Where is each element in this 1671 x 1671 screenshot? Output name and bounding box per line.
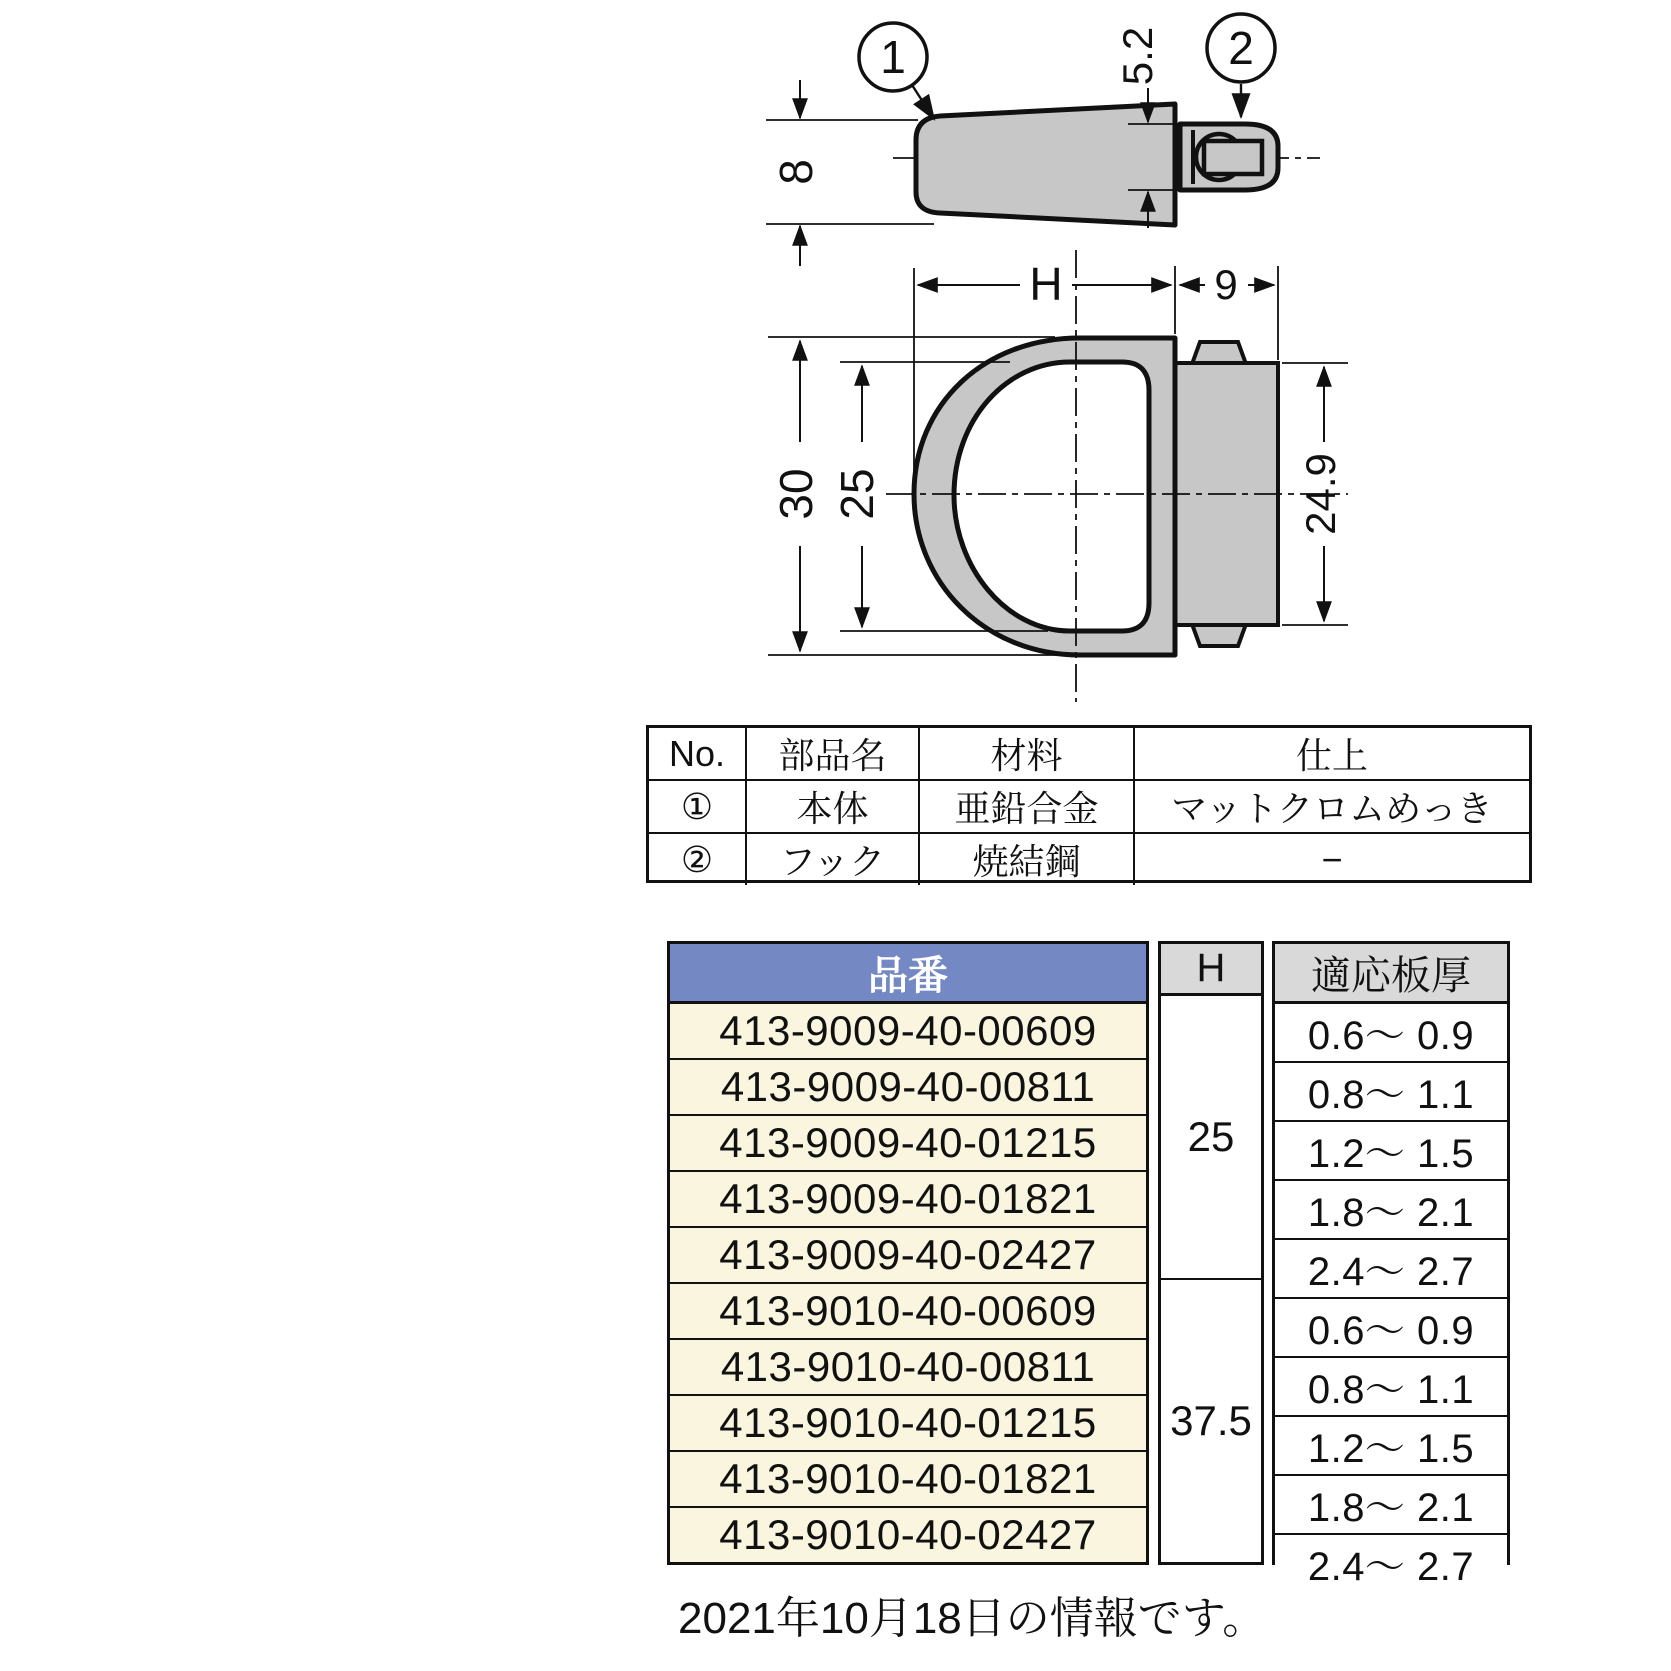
spec-col-part-no (667, 941, 1149, 1565)
front-view (768, 250, 1348, 702)
parts-cell-name: フック (745, 832, 918, 885)
thickness-cell: 0.6〜 0.9 (1275, 1297, 1507, 1356)
part-no-cell: 413-9010-40-01821 (670, 1450, 1146, 1506)
thickness-cell: 2.4〜 2.7 (1275, 1238, 1507, 1297)
part-no-cell: 413-9009-40-01821 (670, 1170, 1146, 1226)
part-no-cell: 413-9010-40-00811 (670, 1338, 1146, 1394)
side-view (766, 14, 1320, 266)
dim-label-H: H (1029, 258, 1063, 310)
thickness-cell: 0.6〜 0.9 (1275, 1004, 1507, 1061)
spec-header-h: H (1161, 944, 1261, 996)
dim-label-25: 25 (831, 468, 884, 520)
part-no-cell: 413-9009-40-00609 (670, 1004, 1146, 1058)
thickness-cell: 0.8〜 1.1 (1275, 1356, 1507, 1415)
parts-header-material: 材料 (918, 728, 1133, 779)
dim-label-30: 30 (770, 468, 823, 520)
part-no-cell: 413-9010-40-00609 (670, 1282, 1146, 1338)
thickness-cell: 0.8〜 1.1 (1275, 1061, 1507, 1120)
parts-cell-finish: マットクロムめっき (1133, 779, 1529, 832)
part-no-cell: 413-9009-40-01215 (670, 1114, 1146, 1170)
parts-cell-name: 本体 (745, 779, 918, 832)
parts-cell-no: ② (649, 832, 745, 885)
thickness-cell: 2.4〜 2.7 (1275, 1533, 1507, 1592)
technical-drawing (0, 0, 1671, 720)
callout-1-number: 1 (880, 31, 906, 83)
part-no-cell: 413-9009-40-02427 (670, 1226, 1146, 1282)
spec-header-thickness: 適応板厚 (1275, 944, 1507, 1004)
block-bottom-tab (1192, 624, 1246, 646)
part-no-cell: 413-9010-40-01215 (670, 1394, 1146, 1450)
spec-col-thickness (1272, 941, 1510, 1589)
parts-header-no: No. (668, 732, 726, 774)
parts-cell-no: ① (649, 779, 745, 832)
part-no-cell: 413-9010-40-02427 (670, 1506, 1146, 1562)
dim-label-5-2: 5.2 (1114, 26, 1162, 86)
callout-2 (1207, 14, 1275, 117)
parts-header-name: 部品名 (745, 728, 918, 779)
thickness-cell: 1.8〜 2.1 (1275, 1474, 1507, 1533)
parts-header-finish: 仕上 (1133, 728, 1529, 779)
callout-2-number: 2 (1228, 22, 1254, 74)
block-top-tab (1192, 342, 1246, 364)
spec-col-h (1158, 941, 1264, 1565)
callout-1 (859, 23, 934, 119)
parts-cell-finish: − (1133, 832, 1529, 885)
date-note: 2021年10月18日の情報です。 (678, 1594, 1267, 1643)
h-value-cell: 25 (1187, 1113, 1235, 1160)
parts-cell-material: 焼結鋼 (918, 832, 1133, 885)
thickness-cell: 1.8〜 2.1 (1275, 1179, 1507, 1238)
hook-slot-rect (1204, 141, 1262, 174)
h-value-cell: 37.5 (1161, 1278, 1261, 1562)
dim-label-8: 8 (770, 159, 823, 185)
dim-label-24-9: 24.9 (1297, 453, 1345, 535)
thickness-cell: 1.2〜 1.5 (1275, 1120, 1507, 1179)
parts-cell-material: 亜鉛合金 (918, 779, 1133, 832)
thickness-cell: 1.2〜 1.5 (1275, 1415, 1507, 1474)
spec-header-part-no: 品番 (670, 944, 1146, 1004)
parts-table (646, 725, 1532, 883)
body-side-shape (916, 104, 1175, 225)
part-no-cell: 413-9009-40-00811 (670, 1058, 1146, 1114)
dim-label-9: 9 (1214, 261, 1238, 308)
